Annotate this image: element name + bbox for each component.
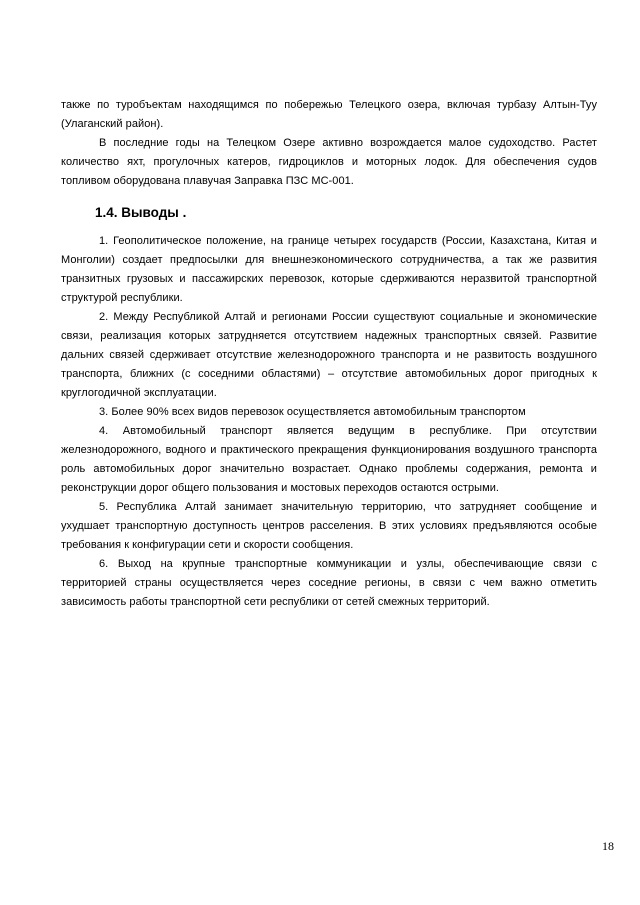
section-heading: 1.4. Выводы . [95, 205, 187, 220]
page-number: 18 [602, 839, 614, 853]
conclusion-item-4: 4. Автомобильный транспорт является ведущим в республике. При отсутствии железнодорожного, водного и практического прекращения функционирования воздушного транспорта роль автомобильных дорог значительно возрастает. Однако проблемы содержания, ремонта и реконструкции дорог общего пользования и мостовых переходов остаются острыми. [61, 425, 597, 494]
conclusion-item-1: 1. Геополитическое положение, на границе четырех государств (России, Казахстана, Китая и Монголии) создает предпосылки для внешнеэкономического сотрудничества, а так же развития транзитных грузовых и пассажирских перевозок, которые сдерживаются неразвитой транспортной структурой республики. [61, 235, 597, 304]
conclusion-item-3: 3. Более 90% всех видов перевозок осуществляется автомобильным транспортом [99, 406, 526, 418]
intro-paragraph-shipping: В последние годы на Телецком Озере активно возрождается малое судоходство. Растет количество яхт, прогулочных катеров, гидроциклов и моторных лодок. Для обеспечения судов топливом оборудована плавучая Заправка ПЗС МС-001. [61, 137, 597, 187]
conclusion-item-5: 5. Республика Алтай занимает значительную территорию, что затрудняет сообщение и ухудшает транспортную доступность центров расселения. В этих условиях предъявляются особые требования к конфигурации сети и скорости сообщения. [61, 501, 597, 551]
conclusion-item-6: 6. Выход на крупные транспортные коммуникации и узлы, обеспечивающие связи с территорией страны осуществляется через соседние регионы, в связи с чем важно отметить зависимость работы транспортной сети республики от сетей смежных территорий. [61, 558, 597, 608]
intro-paragraph-continuation: также по туробъектам находящимся по побережью Телецкого озера, включая турбазу Алтын-Туу (Улаганский район). [61, 99, 597, 130]
conclusion-item-2: 2. Между Республикой Алтай и регионами России существуют социальные и экономические связи, реализация которых затрудняется отсутствием надежных транспортных связей. Развитие дальних связей сдерживает отсутствие железнодорожного транспорта и не развитость воздушного транспорта, ближних (с соседними областями) – отсутствие автомобильных дорог пригодных к круглогодичной эксплуатации. [61, 311, 597, 399]
page-body [61, 96, 597, 612]
